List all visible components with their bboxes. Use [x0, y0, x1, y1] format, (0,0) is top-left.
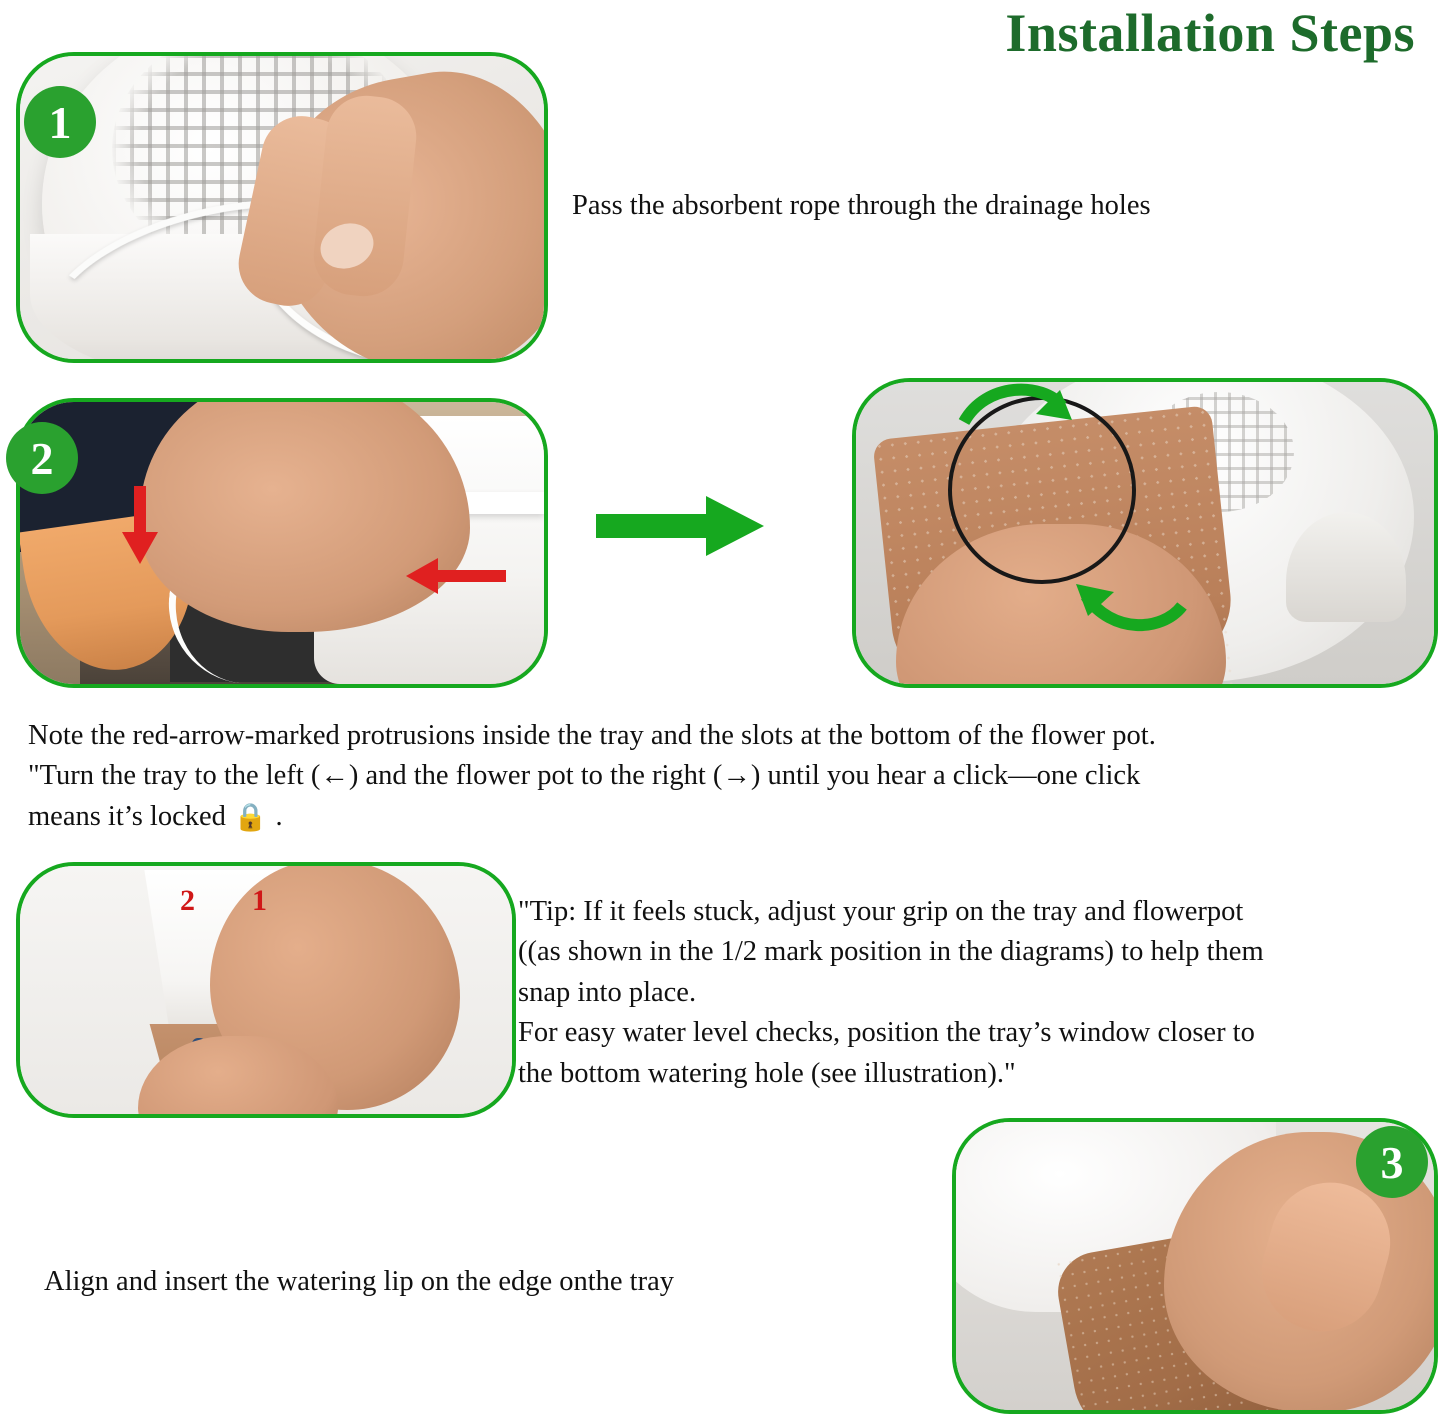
page-title: Installation Steps	[1005, 3, 1415, 63]
lock-note-line-1: Note the red-arrow-marked protrusions inside the tray and the slots at the bottom of the flower pot.	[28, 720, 1156, 751]
green-rotate-arrow-icon	[1072, 578, 1192, 642]
step-badge-1: 1	[24, 86, 96, 158]
hand	[140, 398, 470, 632]
tray-pot-twist-photo	[852, 378, 1438, 688]
step-2-photo	[16, 398, 548, 688]
lock-note-line-2: "Turn the tray to the left (←) and the flower pot to the right (→) until you hear a click—one click	[28, 760, 1141, 792]
step-badge-2: 2	[6, 422, 78, 494]
tip-line-2: ((as shown in the 1/2 mark position in the diagrams) to help them	[518, 936, 1264, 968]
red-down-arrow-icon	[120, 486, 160, 566]
step-1-photo	[16, 52, 548, 363]
lock-note	[28, 716, 1428, 837]
green-right-arrow-icon	[596, 492, 766, 560]
step-3-caption: Align and insert the watering lip on the edge onthe tray	[44, 1266, 674, 1297]
tip-note	[518, 892, 1445, 1094]
tip-line-3: snap into place.	[518, 976, 697, 1008]
grip-position-photo	[16, 862, 516, 1118]
lock-note-line-3: means it’s locked	[28, 800, 226, 832]
lock-note-line-3-suffix: .	[275, 800, 283, 832]
step-1-caption: Pass the absorbent rope through the drainage holes	[572, 190, 1151, 221]
red-left-arrow-icon	[406, 558, 506, 594]
tip-line-5: the bottom watering hole (see illustration)."	[518, 1057, 1016, 1089]
green-rotate-arrow-icon	[956, 378, 1076, 440]
tip-line-4: For easy water level checks, position the tray’s window closer to	[518, 1017, 1255, 1049]
tip-line-1: "Tip: If it feels stuck, adjust your grip on the tray and flowerpot	[518, 896, 1244, 927]
step-badge-3: 3	[1356, 1126, 1428, 1198]
grip-mark-1: 1	[252, 884, 267, 917]
lock-icon: 🔒	[233, 802, 268, 832]
grip-mark-2: 2	[180, 884, 195, 917]
